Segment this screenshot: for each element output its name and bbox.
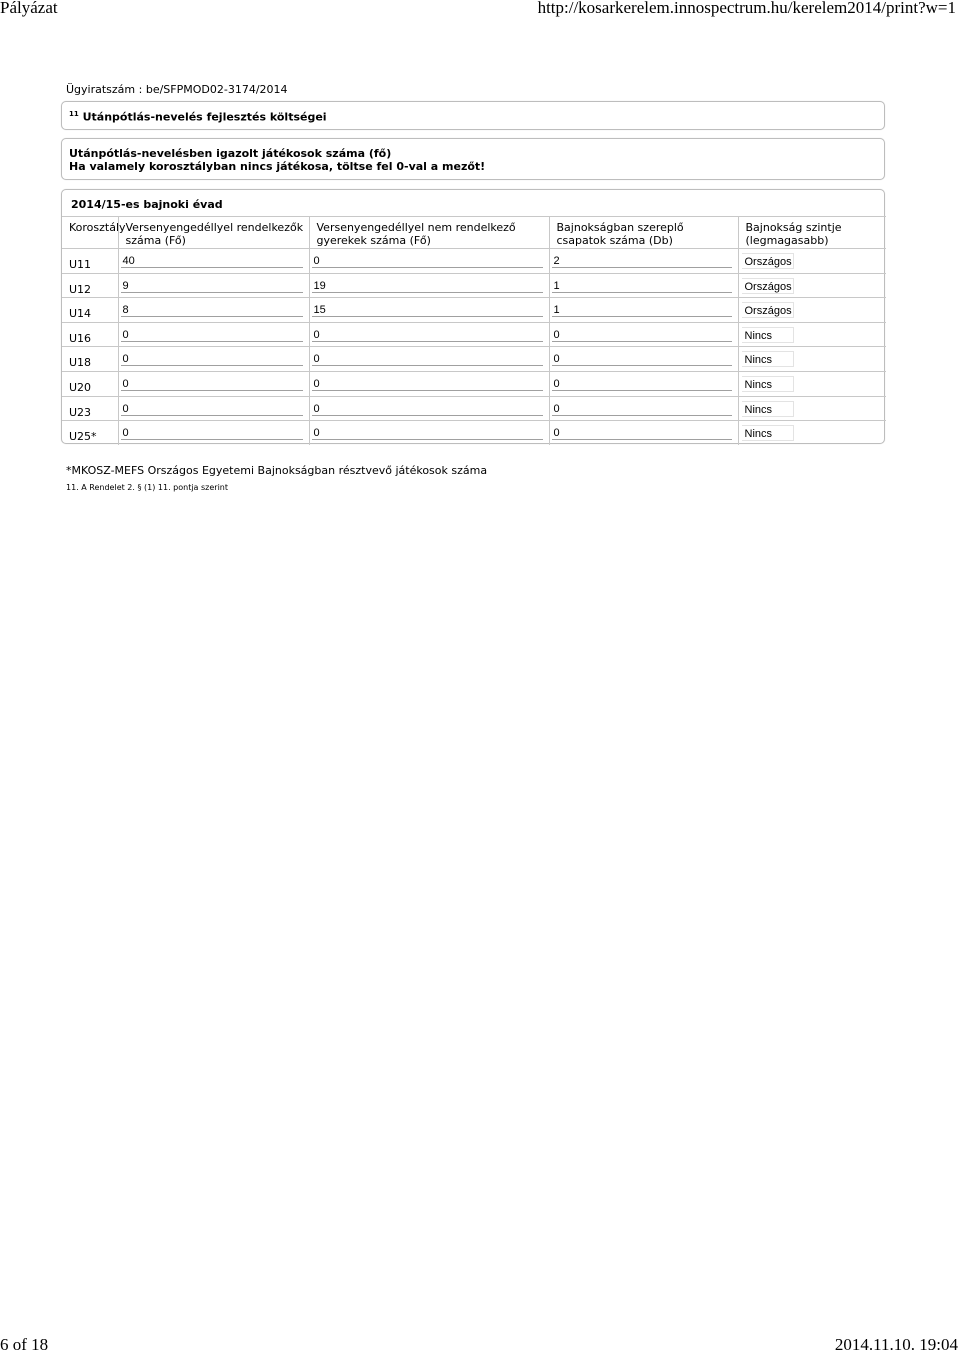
section-title-box: [61, 101, 885, 130]
unlicensed-count-field[interactable]: 0: [312, 253, 543, 268]
header-level: Bajnokság szintje (legmagasabb): [738, 217, 886, 249]
unlicensed-count-field[interactable]: 19: [312, 278, 543, 293]
instructions-line-2: Ha valamely korosztályban nincs játékosa, töltse fel 0-val a mezőt!: [69, 160, 486, 173]
level-select[interactable]: Országos: [742, 302, 794, 318]
header-teams: Bajnokságban szereplő csapatok száma (Db): [549, 217, 738, 249]
level-select[interactable]: Nincs: [742, 327, 794, 343]
header-age-group: Korosztály: [62, 217, 118, 249]
licensed-count-field[interactable]: 0: [121, 401, 303, 416]
unlicensed-count-field[interactable]: 0: [312, 327, 543, 342]
licensed-count-field[interactable]: 8: [121, 302, 303, 317]
season-panel: [61, 189, 885, 444]
level-select[interactable]: Nincs: [742, 401, 794, 417]
age-group-label: U25*: [62, 421, 118, 446]
age-group-label: U20: [62, 371, 118, 396]
teams-count-field[interactable]: 0: [552, 327, 732, 342]
teams-count-field[interactable]: 0: [552, 376, 732, 391]
age-group-label: U23: [62, 396, 118, 421]
table-row: [62, 249, 886, 274]
header-unlicensed: Versenyengedéllyel nem rendelkező gyerekek száma (Fő): [309, 217, 549, 249]
unlicensed-count-field[interactable]: 15: [312, 302, 543, 317]
players-table: [62, 216, 886, 445]
table-row: [62, 298, 886, 323]
licensed-count-field[interactable]: 0: [121, 351, 303, 366]
level-select[interactable]: Országos: [742, 253, 794, 269]
print-header-url: http://kosarkerelem.innospectrum.hu/kerelem2014/print?w=1: [537, 0, 956, 17]
age-group-label: U11: [62, 249, 118, 274]
unlicensed-count-field[interactable]: 0: [312, 425, 543, 440]
unlicensed-count-field[interactable]: 0: [312, 351, 543, 366]
section-title: Utánpótlás-nevelés fejlesztés költségei: [82, 110, 327, 124]
case-number: Ügyiratszám : be/SFPMOD02-3174/2014: [66, 83, 288, 96]
print-footer-timestamp: 2014.11.10. 19:04: [834, 1335, 958, 1354]
section-number: 11: [69, 110, 79, 118]
table-row: [62, 371, 886, 396]
table-row: [62, 273, 886, 298]
licensed-count-field[interactable]: 40: [121, 253, 303, 268]
table-row: [62, 396, 886, 421]
level-select[interactable]: Nincs: [742, 425, 794, 441]
instructions-line-1: Utánpótlás-nevelésben igazolt játékosok száma (fő): [69, 147, 392, 160]
teams-count-field[interactable]: 1: [552, 302, 732, 317]
level-select[interactable]: Nincs: [742, 351, 794, 367]
licensed-count-field[interactable]: 0: [121, 376, 303, 391]
instructions-box: [61, 138, 885, 180]
source-note: 11. A Rendelet 2. § (1) 11. pontja szerint: [66, 483, 229, 492]
teams-count-field[interactable]: 0: [552, 425, 732, 440]
unlicensed-count-field[interactable]: 0: [312, 376, 543, 391]
teams-count-field[interactable]: 1: [552, 278, 732, 293]
table-row: [62, 347, 886, 372]
age-group-label: U16: [62, 322, 118, 347]
age-group-label: U18: [62, 347, 118, 372]
print-header-title: Pályázat: [0, 0, 58, 17]
age-group-label: U12: [62, 273, 118, 298]
footnote: *MKOSZ-MEFS Országos Egyetemi Bajnokságban résztvevő játékosok száma: [66, 464, 488, 477]
teams-count-field[interactable]: 2: [552, 253, 732, 268]
licensed-count-field[interactable]: 0: [121, 327, 303, 342]
teams-count-field[interactable]: 0: [552, 401, 732, 416]
season-title: 2014/15-es bajnoki évad: [71, 198, 223, 211]
unlicensed-count-field[interactable]: 0: [312, 401, 543, 416]
licensed-count-field[interactable]: 0: [121, 425, 303, 440]
teams-count-field[interactable]: 0: [552, 351, 732, 366]
table-row: [62, 322, 886, 347]
print-footer-page: 6 of 18: [0, 1335, 49, 1354]
age-group-label: U14: [62, 298, 118, 323]
header-licensed: Versenyengedéllyel rendelkezők száma (Fő): [118, 217, 309, 249]
licensed-count-field[interactable]: 9: [121, 278, 303, 293]
table-row: [62, 421, 886, 446]
table-header-row: [62, 217, 886, 249]
level-select[interactable]: Országos: [742, 278, 794, 294]
level-select[interactable]: Nincs: [742, 376, 794, 392]
